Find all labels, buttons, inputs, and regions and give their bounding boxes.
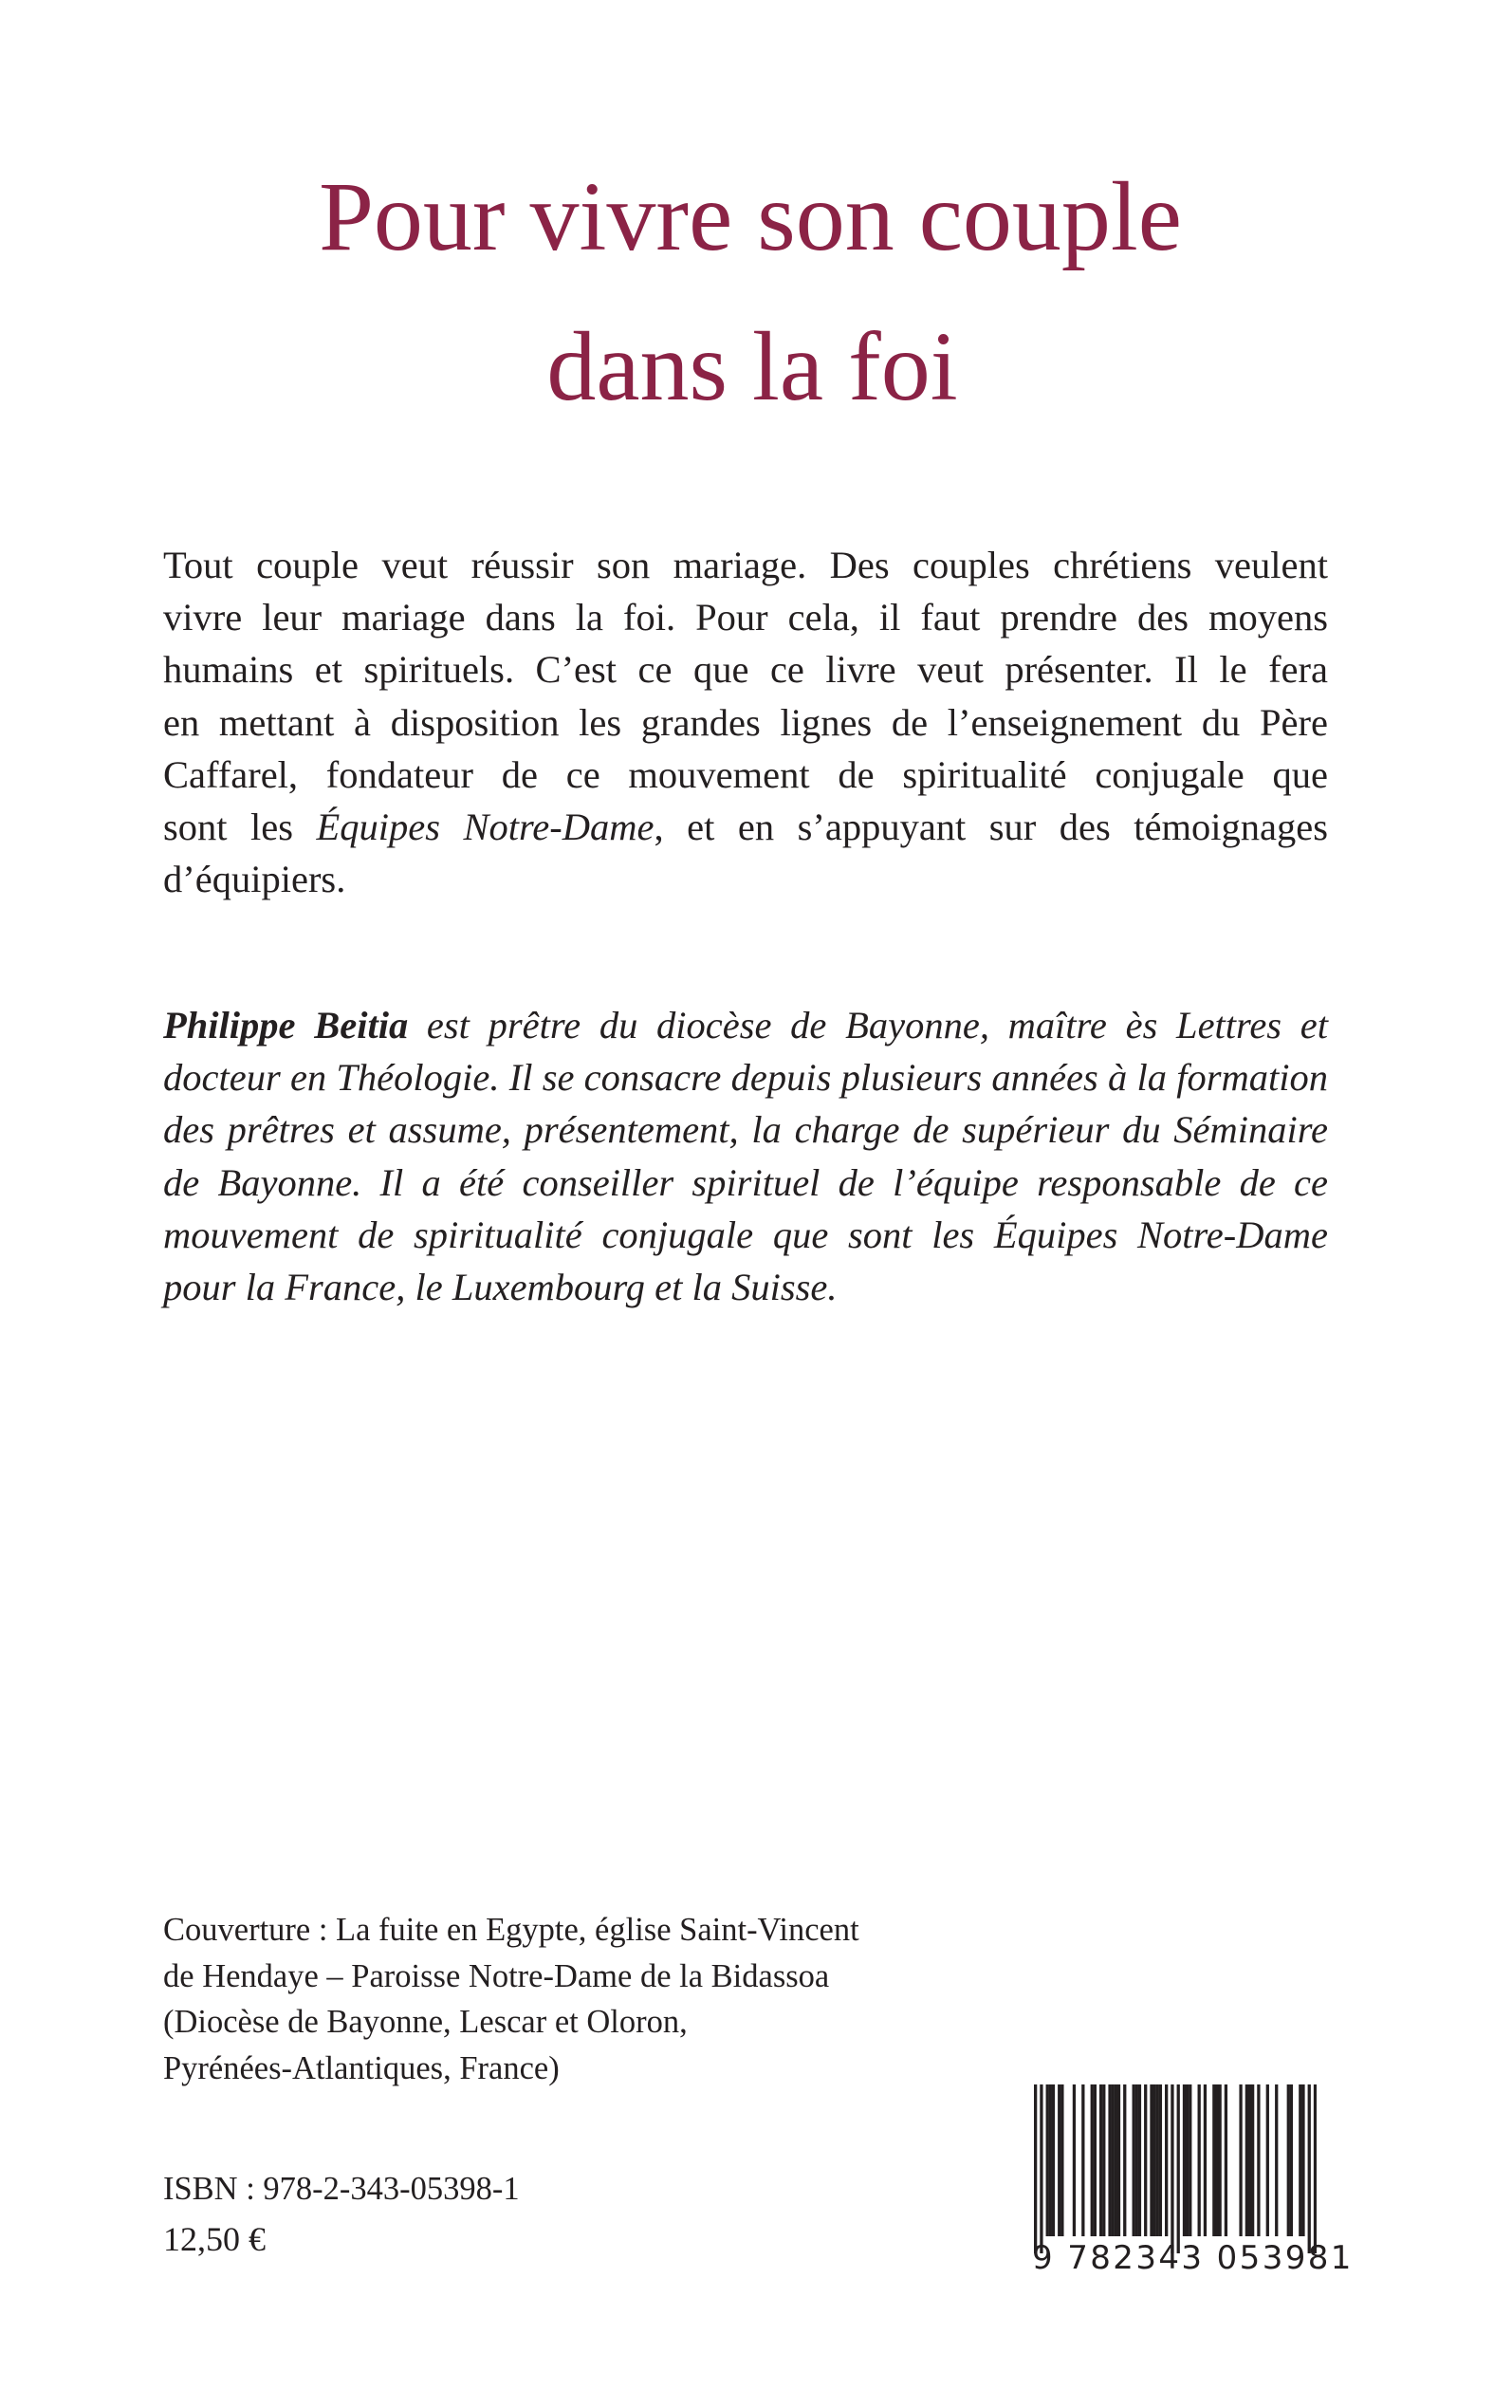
barcode-bar	[1156, 2084, 1159, 2236]
summary-line-start: sont les	[163, 806, 317, 849]
barcode-bar	[1144, 2084, 1147, 2236]
summary-line: Caffarel, fondateur de ce mouvement de spiritualité conjugale que	[163, 752, 1328, 796]
barcode-bar	[1198, 2084, 1201, 2236]
cover-caption	[163, 1907, 859, 2091]
author-bio-line-rest: est prêtre du diocèse de Bayonne, maître ès Lettres et	[408, 1004, 1328, 1047]
title-line-1: Pour vivre son couple	[319, 162, 1182, 271]
barcode-bar	[1257, 2084, 1260, 2236]
barcode-bar	[1138, 2084, 1141, 2236]
barcode-bar	[1094, 2084, 1097, 2236]
barcode-bar	[1150, 2084, 1152, 2236]
author-name: Philippe Beitia	[163, 1004, 409, 1047]
barcode-bar	[1245, 2084, 1248, 2236]
barcode-bar	[1183, 2084, 1186, 2236]
barcode	[1034, 2084, 1317, 2261]
barcode-bar	[1308, 2084, 1311, 2253]
barcode-bar	[1073, 2084, 1076, 2236]
barcode-bar	[1060, 2084, 1063, 2236]
barcode-bar	[1112, 2084, 1115, 2236]
barcode-bar	[1215, 2084, 1218, 2236]
movement-name: Équipes Notre-Dame	[316, 806, 655, 849]
author-bio-line: mouvement de spiritualité conjugale que sont les Équipes Notre-Dame	[163, 1213, 1328, 1256]
summary-line	[163, 801, 1328, 853]
barcode-bar	[1159, 2084, 1162, 2236]
barcode-bar	[1301, 2084, 1304, 2236]
barcode-bar	[1135, 2084, 1138, 2236]
barcode-bar	[1165, 2084, 1168, 2236]
summary-line-end: , et en s’appuyant sur des témoignages	[654, 806, 1328, 849]
barcode-bar	[1212, 2084, 1215, 2236]
barcode-bar	[1099, 2084, 1102, 2236]
author-bio-line: des prêtres et assume, présentement, la charge de supérieur du Séminaire	[163, 1108, 1328, 1152]
barcode-bar	[1117, 2084, 1120, 2236]
summary-line: en mettant à disposition les grandes lignes de l’enseignement du Père	[163, 700, 1328, 744]
title-line-2: dans la foi	[546, 312, 958, 421]
barcode-bar	[1218, 2084, 1221, 2236]
barcode-bar	[1290, 2084, 1293, 2236]
barcode-bar	[1049, 2084, 1052, 2236]
caption-line: (Diocèse de Bayonne, Lescar et Oloron,	[163, 2004, 688, 2040]
barcode-bar	[1225, 2084, 1227, 2236]
author-bio-line: pour la France, le Luxembourg et la Suisse.	[163, 1266, 838, 1309]
barcode-bar	[1081, 2084, 1084, 2236]
barcode-bar	[1171, 2084, 1173, 2253]
barcode-bar	[1052, 2084, 1055, 2236]
barcode-graphic	[1034, 2084, 1317, 2261]
isbn: ISBN : 978-2-343-05398-1	[163, 2171, 520, 2207]
barcode-bar	[1123, 2084, 1126, 2236]
barcode-bar	[1186, 2084, 1189, 2236]
barcode-bar	[1204, 2084, 1207, 2236]
book-title	[0, 142, 1512, 442]
barcode-bar	[1251, 2084, 1254, 2236]
barcode-bar	[1091, 2084, 1094, 2236]
barcode-bar	[1133, 2084, 1135, 2236]
summary-paragraph	[163, 539, 1328, 905]
barcode-bar	[1034, 2084, 1037, 2253]
caption-line: de Hendaye – Paroisse Notre-Dame de la Bidassoa	[163, 1957, 830, 1994]
summary-line: vivre leur mariage dans la foi. Pour cela, il faut prendre des moyens	[163, 596, 1328, 639]
barcode-bar	[1299, 2084, 1301, 2236]
barcode-bar	[1266, 2084, 1269, 2236]
author-bio-line: de Bayonne. Il a été conseiller spirituel de l’équipe responsable de ce	[163, 1160, 1328, 1204]
barcode-bar	[1239, 2084, 1242, 2236]
caption-line: Pyrénées-Atlantiques, France)	[163, 2049, 560, 2086]
barcode-bar	[1102, 2084, 1105, 2236]
price: 12,50 €	[163, 2220, 266, 2258]
summary-line: humains et spirituels. C’est ce que ce livre veut présenter. Il le fera	[163, 648, 1328, 692]
summary-line: Tout couple veut réussir son mariage. Des couples chrétiens veulent	[163, 544, 1328, 586]
barcode-bar	[1058, 2084, 1060, 2236]
barcode-bar	[1287, 2084, 1290, 2236]
barcode-bar	[1046, 2084, 1049, 2236]
barcode-bar	[1040, 2084, 1042, 2253]
barcode-bar	[1152, 2084, 1155, 2236]
caption-line: Couverture : La fuite en Egypte, église Saint-Vincent	[163, 1912, 859, 1948]
barcode-bar	[1108, 2084, 1111, 2236]
author-bio-line	[163, 999, 1328, 1051]
barcode-bar	[1275, 2084, 1278, 2236]
author-bio-line: docteur en Théologie. Il se consacre depuis plusieurs années à la formation	[163, 1056, 1328, 1100]
barcode-bar	[1189, 2084, 1191, 2236]
summary-line: d’équipiers.	[163, 858, 346, 901]
barcode-bar	[1115, 2084, 1117, 2236]
barcode-bar	[1248, 2084, 1251, 2236]
barcode-bar	[1177, 2084, 1180, 2253]
author-bio	[163, 999, 1328, 1313]
barcode-digits: 9 782343 053981	[1032, 2239, 1354, 2277]
barcode-bar	[1314, 2084, 1317, 2253]
